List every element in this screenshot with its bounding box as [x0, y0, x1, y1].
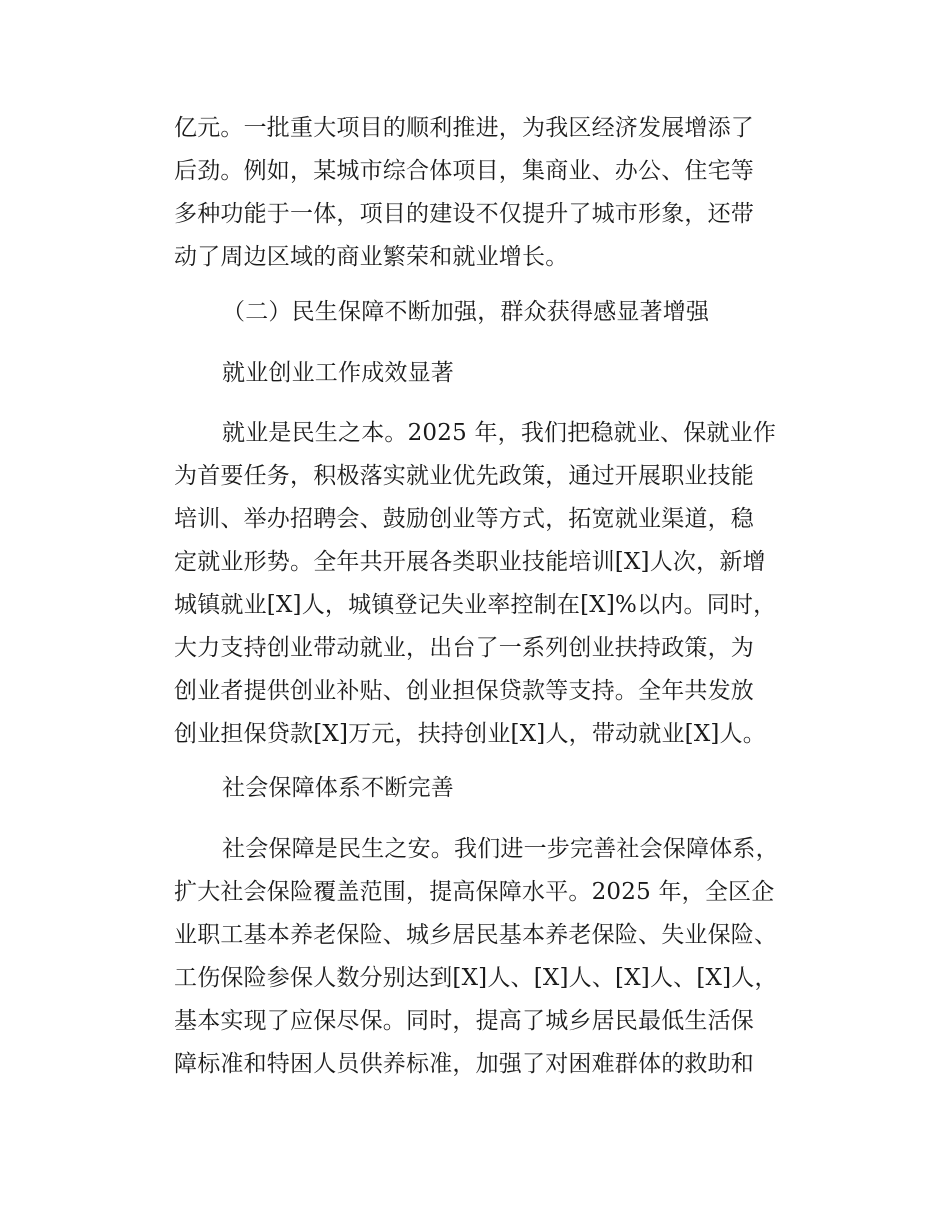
text-line: 就业是民生之本。2025 年，我们把稳就业、保就业作 — [222, 420, 777, 446]
text-line: 扩大社会保险覆盖范围，提高保障水平。2025 年，全区企 — [174, 879, 775, 905]
text-line: 动了周边区域的商业繁荣和就业增长。 — [174, 244, 569, 270]
text-line: 大力支持创业带动就业，出台了一系列创业扶持政策，为 — [174, 635, 754, 661]
text-line: 后劲。例如，某城市综合体项目，集商业、办公、住宅等 — [174, 158, 754, 184]
text-line: 城镇就业[X]人，城镇登记失业率控制在[X]%以内。同时， — [174, 592, 777, 618]
text-line: 为首要任务，积极落实就业优先政策，通过开展职业技能 — [174, 463, 754, 489]
subsection-heading: 社会保障体系不断完善 — [222, 775, 454, 801]
text-line: 工伤保险参保人数分别达到[X]人、[X]人、[X]人、[X]人， — [174, 965, 778, 991]
text-line: 障标准和特困人员供养标准，加强了对困难群体的救助和 — [174, 1051, 754, 1077]
text-line: 培训、举办招聘会、鼓励创业等方式，拓宽就业渠道，稳 — [174, 506, 754, 532]
section-heading: （二）民生保障不断加强，群众获得感显著增强 — [222, 299, 710, 325]
text-line: 基本实现了应保尽保。同时，提高了城乡居民最低生活保 — [174, 1008, 754, 1034]
text-line: 社会保障是民生之安。我们进一步完善社会保障体系， — [222, 836, 779, 862]
subsection-heading: 就业创业工作成效显著 — [222, 360, 454, 386]
text-line: 创业者提供创业补贴、创业担保贷款等支持。全年共发放 — [174, 678, 754, 704]
text-line: 创业担保贷款[X]万元，扶持创业[X]人，带动就业[X]人。 — [174, 721, 766, 747]
text-line: 定就业形势。全年共开展各类职业技能培训[X]人次，新增 — [174, 549, 766, 575]
text-line: 多种功能于一体，项目的建设不仅提升了城市形象，还带 — [174, 201, 754, 227]
text-line: 亿元。一批重大项目的顺利推进，为我区经济发展增添了 — [174, 115, 754, 141]
text-line: 业职工基本养老保险、城乡居民基本养老保险、失业保险、 — [174, 922, 778, 948]
